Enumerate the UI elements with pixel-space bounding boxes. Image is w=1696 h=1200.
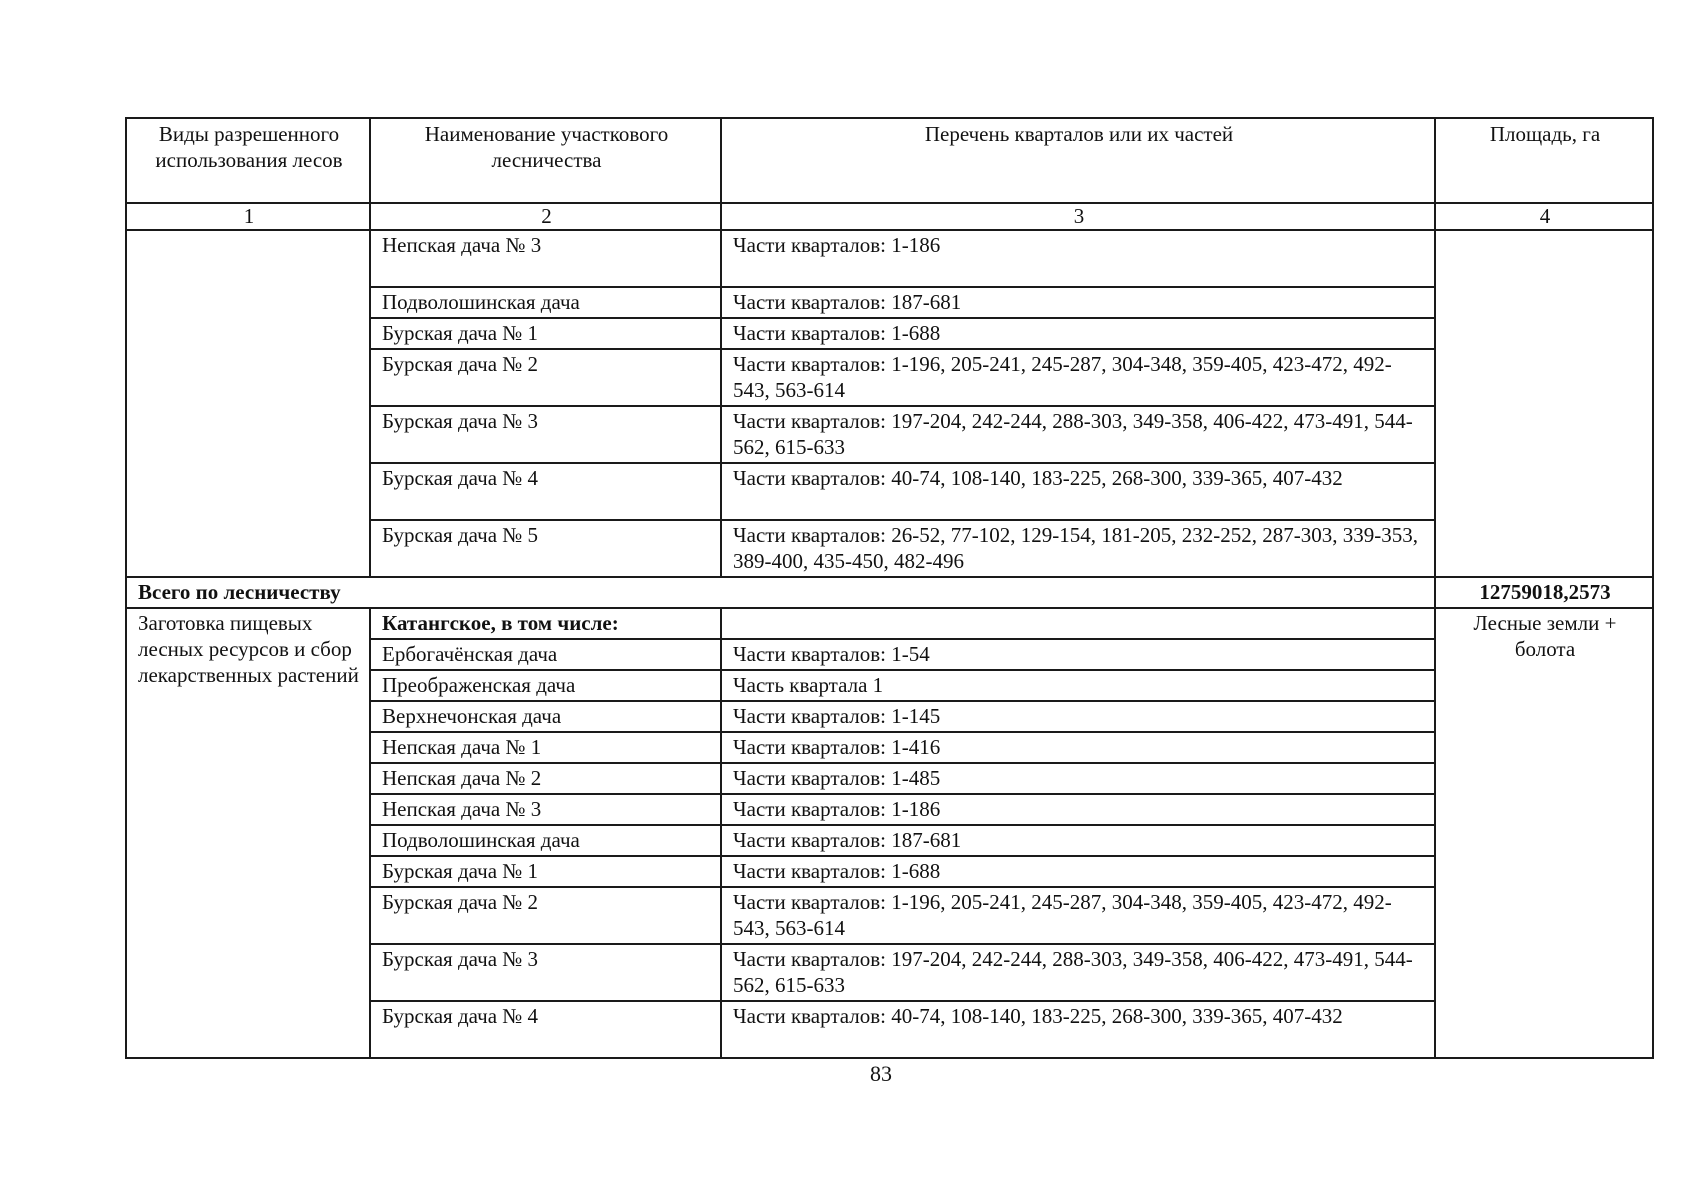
area-cell-blank [1435,230,1653,577]
quarters-cell: Части кварталов: 40-74, 108-140, 183-225, 268-300, 339-365, 407-432 [721,1001,1435,1058]
quarters-cell: Части кварталов: 1-186 [721,794,1435,825]
quarters-cell-blank [721,608,1435,639]
total-value: 12759018,2573 [1435,577,1653,608]
forestry-name-cell: Бурская дача № 3 [370,944,721,1001]
total-label: Всего по лесничеству [126,577,1435,608]
forestry-name-cell: Бурская дача № 2 [370,349,721,406]
quarters-cell: Части кварталов: 187-681 [721,825,1435,856]
quarters-cell: Части кварталов: 26-52, 77-102, 129-154, 181-205, 232-252, 287-303, 339-353, 389-400, 435-450, 482-496 [721,520,1435,577]
forestry-name-cell: Бурская дача № 3 [370,406,721,463]
column-number: 1 [126,203,370,230]
forestry-name-cell: Ербогачёнская дача [370,639,721,670]
forestry-name-cell: Непская дача № 3 [370,794,721,825]
forestry-name-cell: Бурская дача № 1 [370,318,721,349]
forestry-heading-cell: Катангское, в том числе: [370,608,721,639]
header-area: Площадь, га [1435,118,1653,203]
forestry-name-cell: Бурская дача № 1 [370,856,721,887]
column-number: 3 [721,203,1435,230]
forestry-name-cell: Непская дача № 3 [370,230,721,287]
forestry-name-cell: Бурская дача № 4 [370,1001,721,1058]
forestry-name-cell: Подволошинская дача [370,825,721,856]
quarters-cell: Части кварталов: 187-681 [721,287,1435,318]
use-type-cell: Заготовка пищевых лесных ресурсов и сбор лекарственных растений [126,608,370,1058]
area-cell: Лесные земли + болота [1435,608,1653,1058]
quarters-cell: Части кварталов: 197-204, 242-244, 288-303, 349-358, 406-422, 473-491, 544-562, 615-633 [721,944,1435,1001]
table-row [126,608,1653,639]
forestry-name-cell: Непская дача № 1 [370,732,721,763]
table-header-row [126,118,1653,203]
quarters-cell: Части кварталов: 1-54 [721,639,1435,670]
forestry-name-cell: Преображенская дача [370,670,721,701]
quarters-cell: Части кварталов: 1-145 [721,701,1435,732]
quarters-cell: Части кварталов: 1-196, 205-241, 245-287, 304-348, 359-405, 423-472, 492-543, 563-614 [721,887,1435,944]
forestry-name-cell: Подволошинская дача [370,287,721,318]
column-numbers-row [126,203,1653,230]
header-use-type: Виды разрешенного использования лесов [126,118,370,203]
quarters-cell: Части кварталов: 1-688 [721,856,1435,887]
table-row [126,230,1653,287]
quarters-cell: Части кварталов: 1-688 [721,318,1435,349]
column-number: 2 [370,203,721,230]
forestry-name-cell: Бурская дача № 2 [370,887,721,944]
use-type-cell-blank [126,230,370,577]
quarters-cell: Части кварталов: 1-485 [721,763,1435,794]
forestry-name-cell: Непская дача № 2 [370,763,721,794]
page-number: 83 [870,1061,892,1086]
column-number: 4 [1435,203,1653,230]
quarters-cell: Часть квартала 1 [721,670,1435,701]
forestry-name-cell: Бурская дача № 5 [370,520,721,577]
header-quarters: Перечень кварталов или их частей [721,118,1435,203]
quarters-cell: Части кварталов: 1-196, 205-241, 245-287, 304-348, 359-405, 423-472, 492-543, 563-614 [721,349,1435,406]
quarters-cell: Части кварталов: 1-186 [721,230,1435,287]
forest-quarters-table [125,117,1654,1059]
total-row [126,577,1653,608]
forestry-name-cell: Бурская дача № 4 [370,463,721,520]
quarters-cell: Части кварталов: 40-74, 108-140, 183-225, 268-300, 339-365, 407-432 [721,463,1435,520]
quarters-cell: Части кварталов: 197-204, 242-244, 288-303, 349-358, 406-422, 473-491, 544-562, 615-633 [721,406,1435,463]
forestry-name-cell: Верхнечонская дача [370,701,721,732]
quarters-cell: Части кварталов: 1-416 [721,732,1435,763]
header-forestry-name: Наименование участкового лесничества [370,118,721,203]
